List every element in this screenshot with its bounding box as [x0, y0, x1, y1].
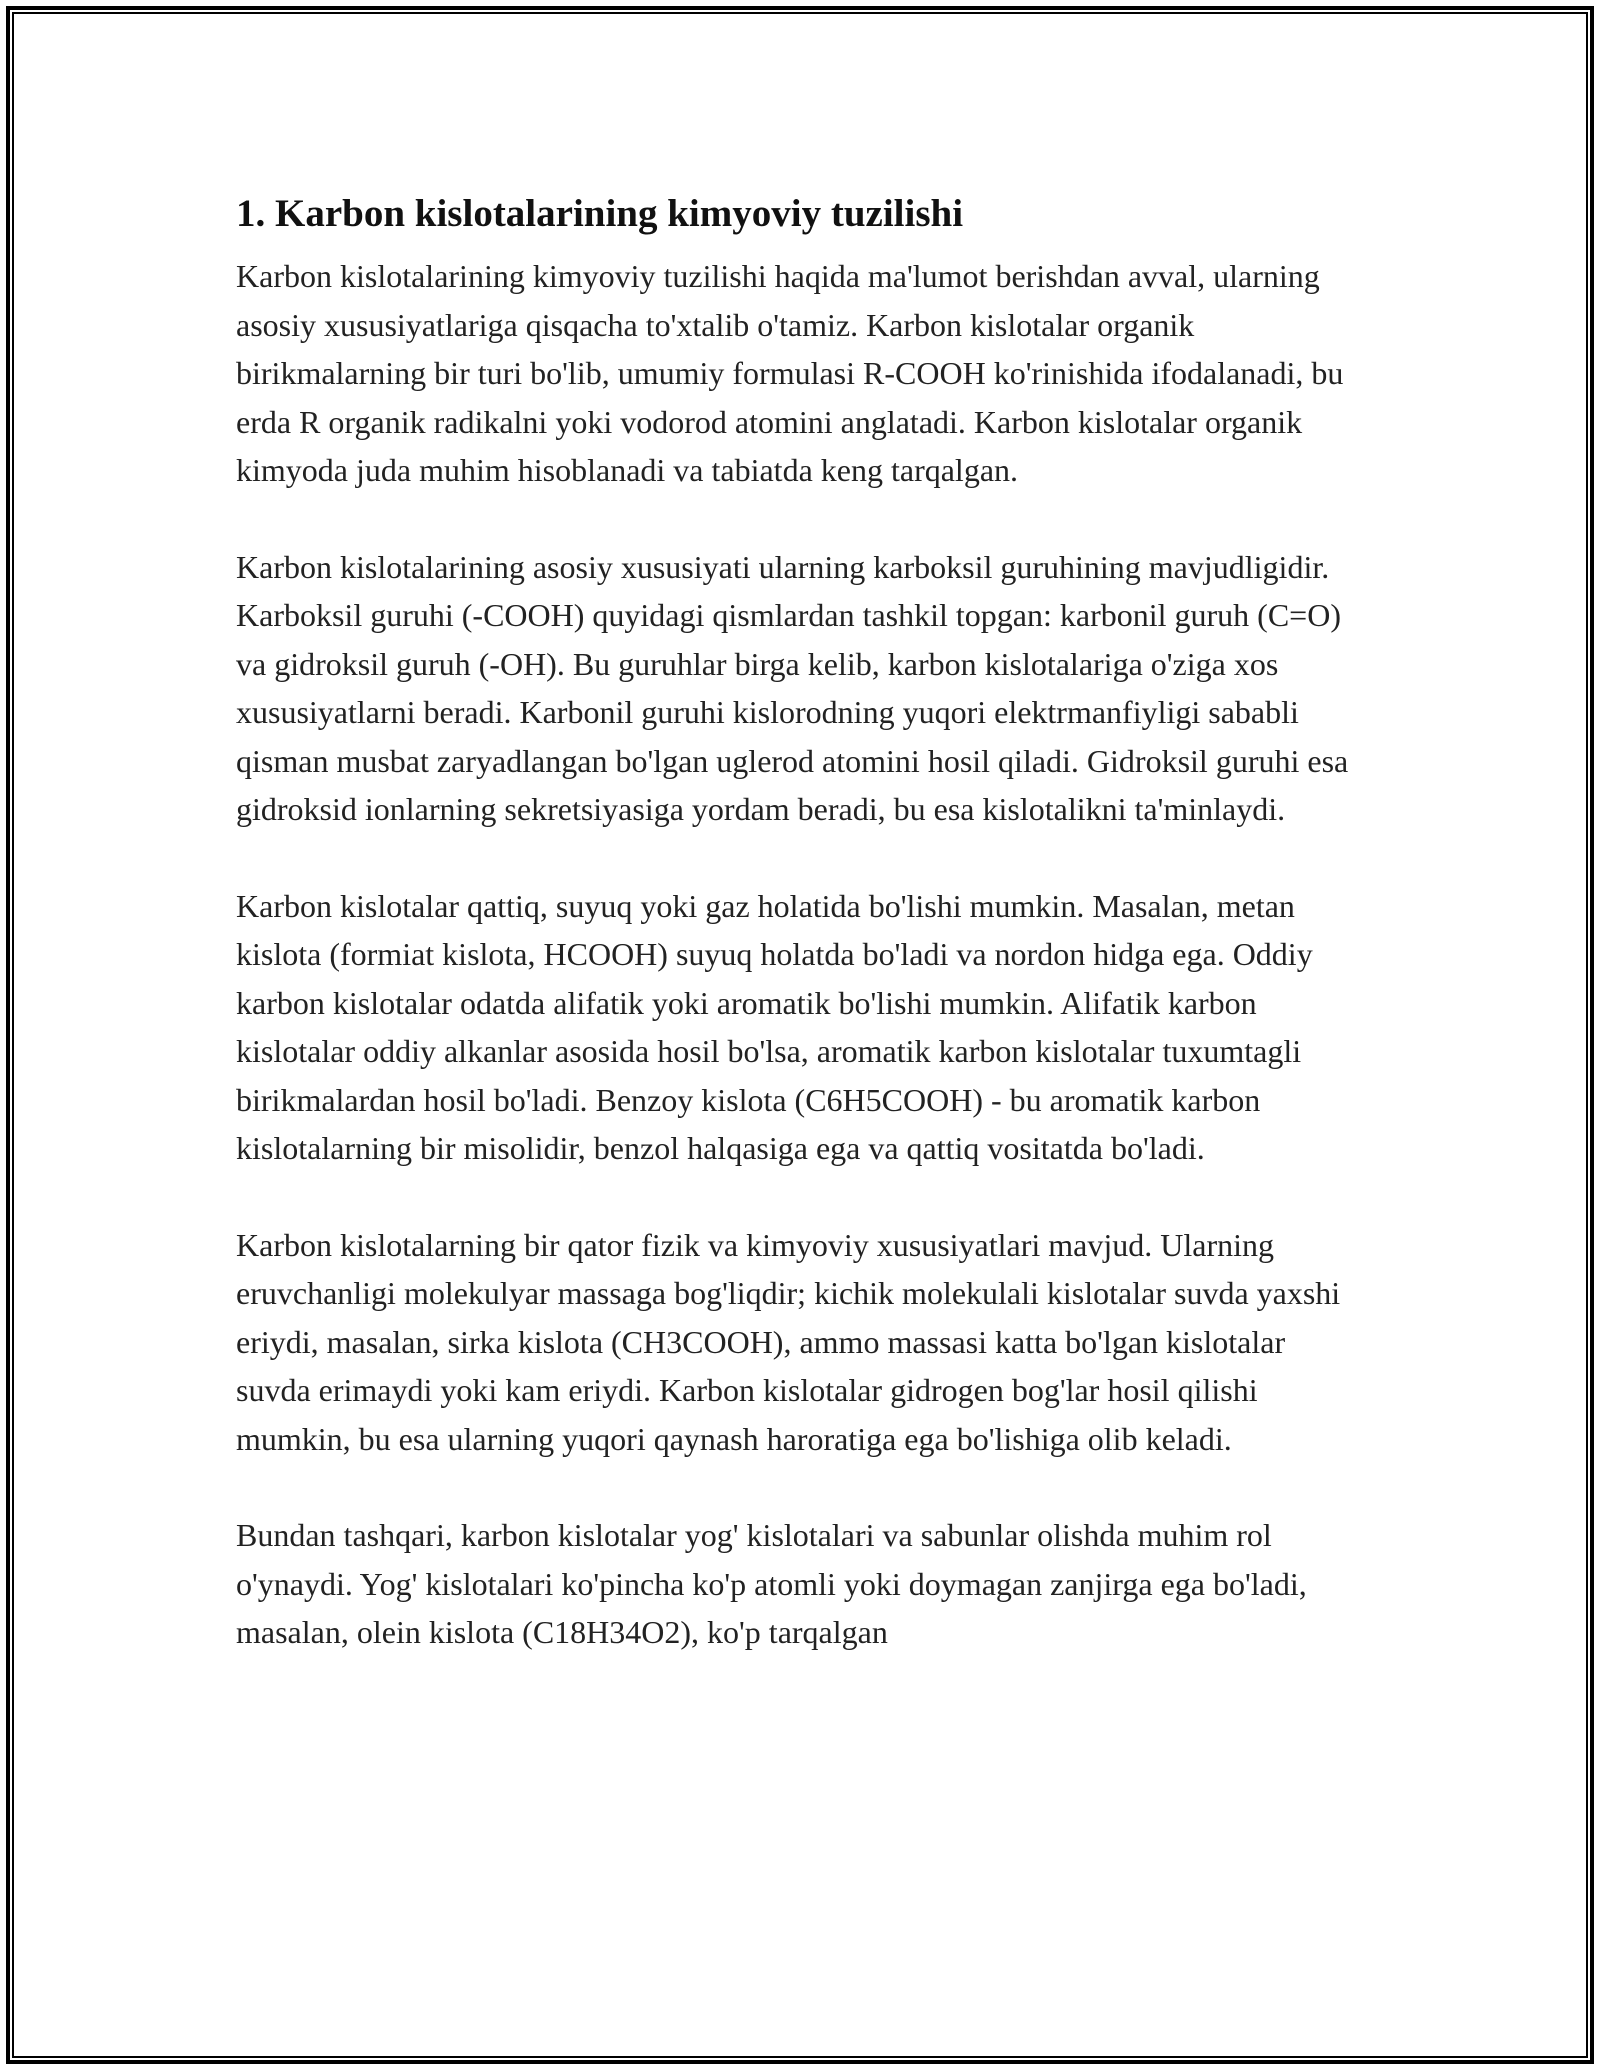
paragraph-4: Karbon kislotalarning bir qator fizik va kimyoviy xususiyatlari mavjud. Ularning eruvchanligi molekulyar massaga bog'liqdir; kichik molekulali kislotalar suvda yaxshi eriydi, masalan, sirka kislota (CH3COOH), ammo massasi katta bo'lgan kislotalar suvda erimaydi yoki kam eriydi. Karbon kislotalar gidrogen bog'lar hosil qilishi mumkin, bu esa ularning yuqori qaynash haroratiga ega bo'lishiga olib keladi.: [236, 1226, 1341, 1457]
document-body: [236, 186, 1356, 1705]
section-heading: 1. Karbon kislotalarining kimyoviy tuzilishi: [236, 192, 964, 235]
paragraph-3: Karbon kislotalar qattiq, suyuq yoki gaz holatida bo'lishi mumkin. Masalan, metan kislota (formiat kislota, HCOOH) suyuq holatda bo'ladi va nordon hidga ega. Oddiy karbon kislotalar odatda alifatik yoki aromatik bo'lishi mumkin. Alifatik karbon kislotalar oddiy alkanlar asosida hosil bo'lsa, aromatik karbon kislotalar tuxumtagli birikmalardan hosil bo'ladi. Benzoy kislota (C6H5COOH) - bu aromatik karbon kislotalarning bir misolidir, benzol halqasiga ega va qattiq vositatda bo'ladi.: [236, 887, 1313, 1166]
paragraph-1: Karbon kislotalarining kimyoviy tuzilishi haqida ma'lumot berishdan avval, ularning asosiy xususiyatlariga qisqacha to'xtalib o'tamiz. Karbon kislotalar organik birikmalarning bir turi bo'lib, umumiy formulasi R-COOH ko'rinishida ifodalanadi, bu erda R organik radikalni yoki vodorod atomini anglatadi. Karbon kislotalar organik kimyoda juda muhim hisoblanadi va tabiatda keng tarqalgan.: [236, 258, 1344, 488]
paragraph-5: Bundan tashqari, karbon kislotalar yog' kislotalari va sabunlar olishda muhim rol o'ynaydi. Yog' kislotalari ko'pincha ko'p atomli yoki doymagan zanjirga ega bo'ladi, masalan, olein kislota (C18H34O2), ko'p tarqalgan: [236, 1517, 1307, 1650]
paragraph-2: Karbon kislotalarining asosiy xususiyati ularning karboksil guruhining mavjudligidir. Karboksil guruhi (-COOH) quyidagi qismlardan tashkil topgan: karbonil guruh (C=O) va gidroksil guruh (-OH). Bu guruhlar birga kelib, karbon kislotalariga o'ziga xos xususiyatlarni beradi. Karbonil guruhi kislorodning yuqori elektrmanfiyligi sababli qisman musbat zaryadlangan bo'lgan uglerod atomini hosil qiladi. Gidroksil guruhi esa gidroksid ionlarning sekretsiyasiga yordam beradi, bu esa kislotalikni ta'minlaydi.: [236, 548, 1349, 827]
